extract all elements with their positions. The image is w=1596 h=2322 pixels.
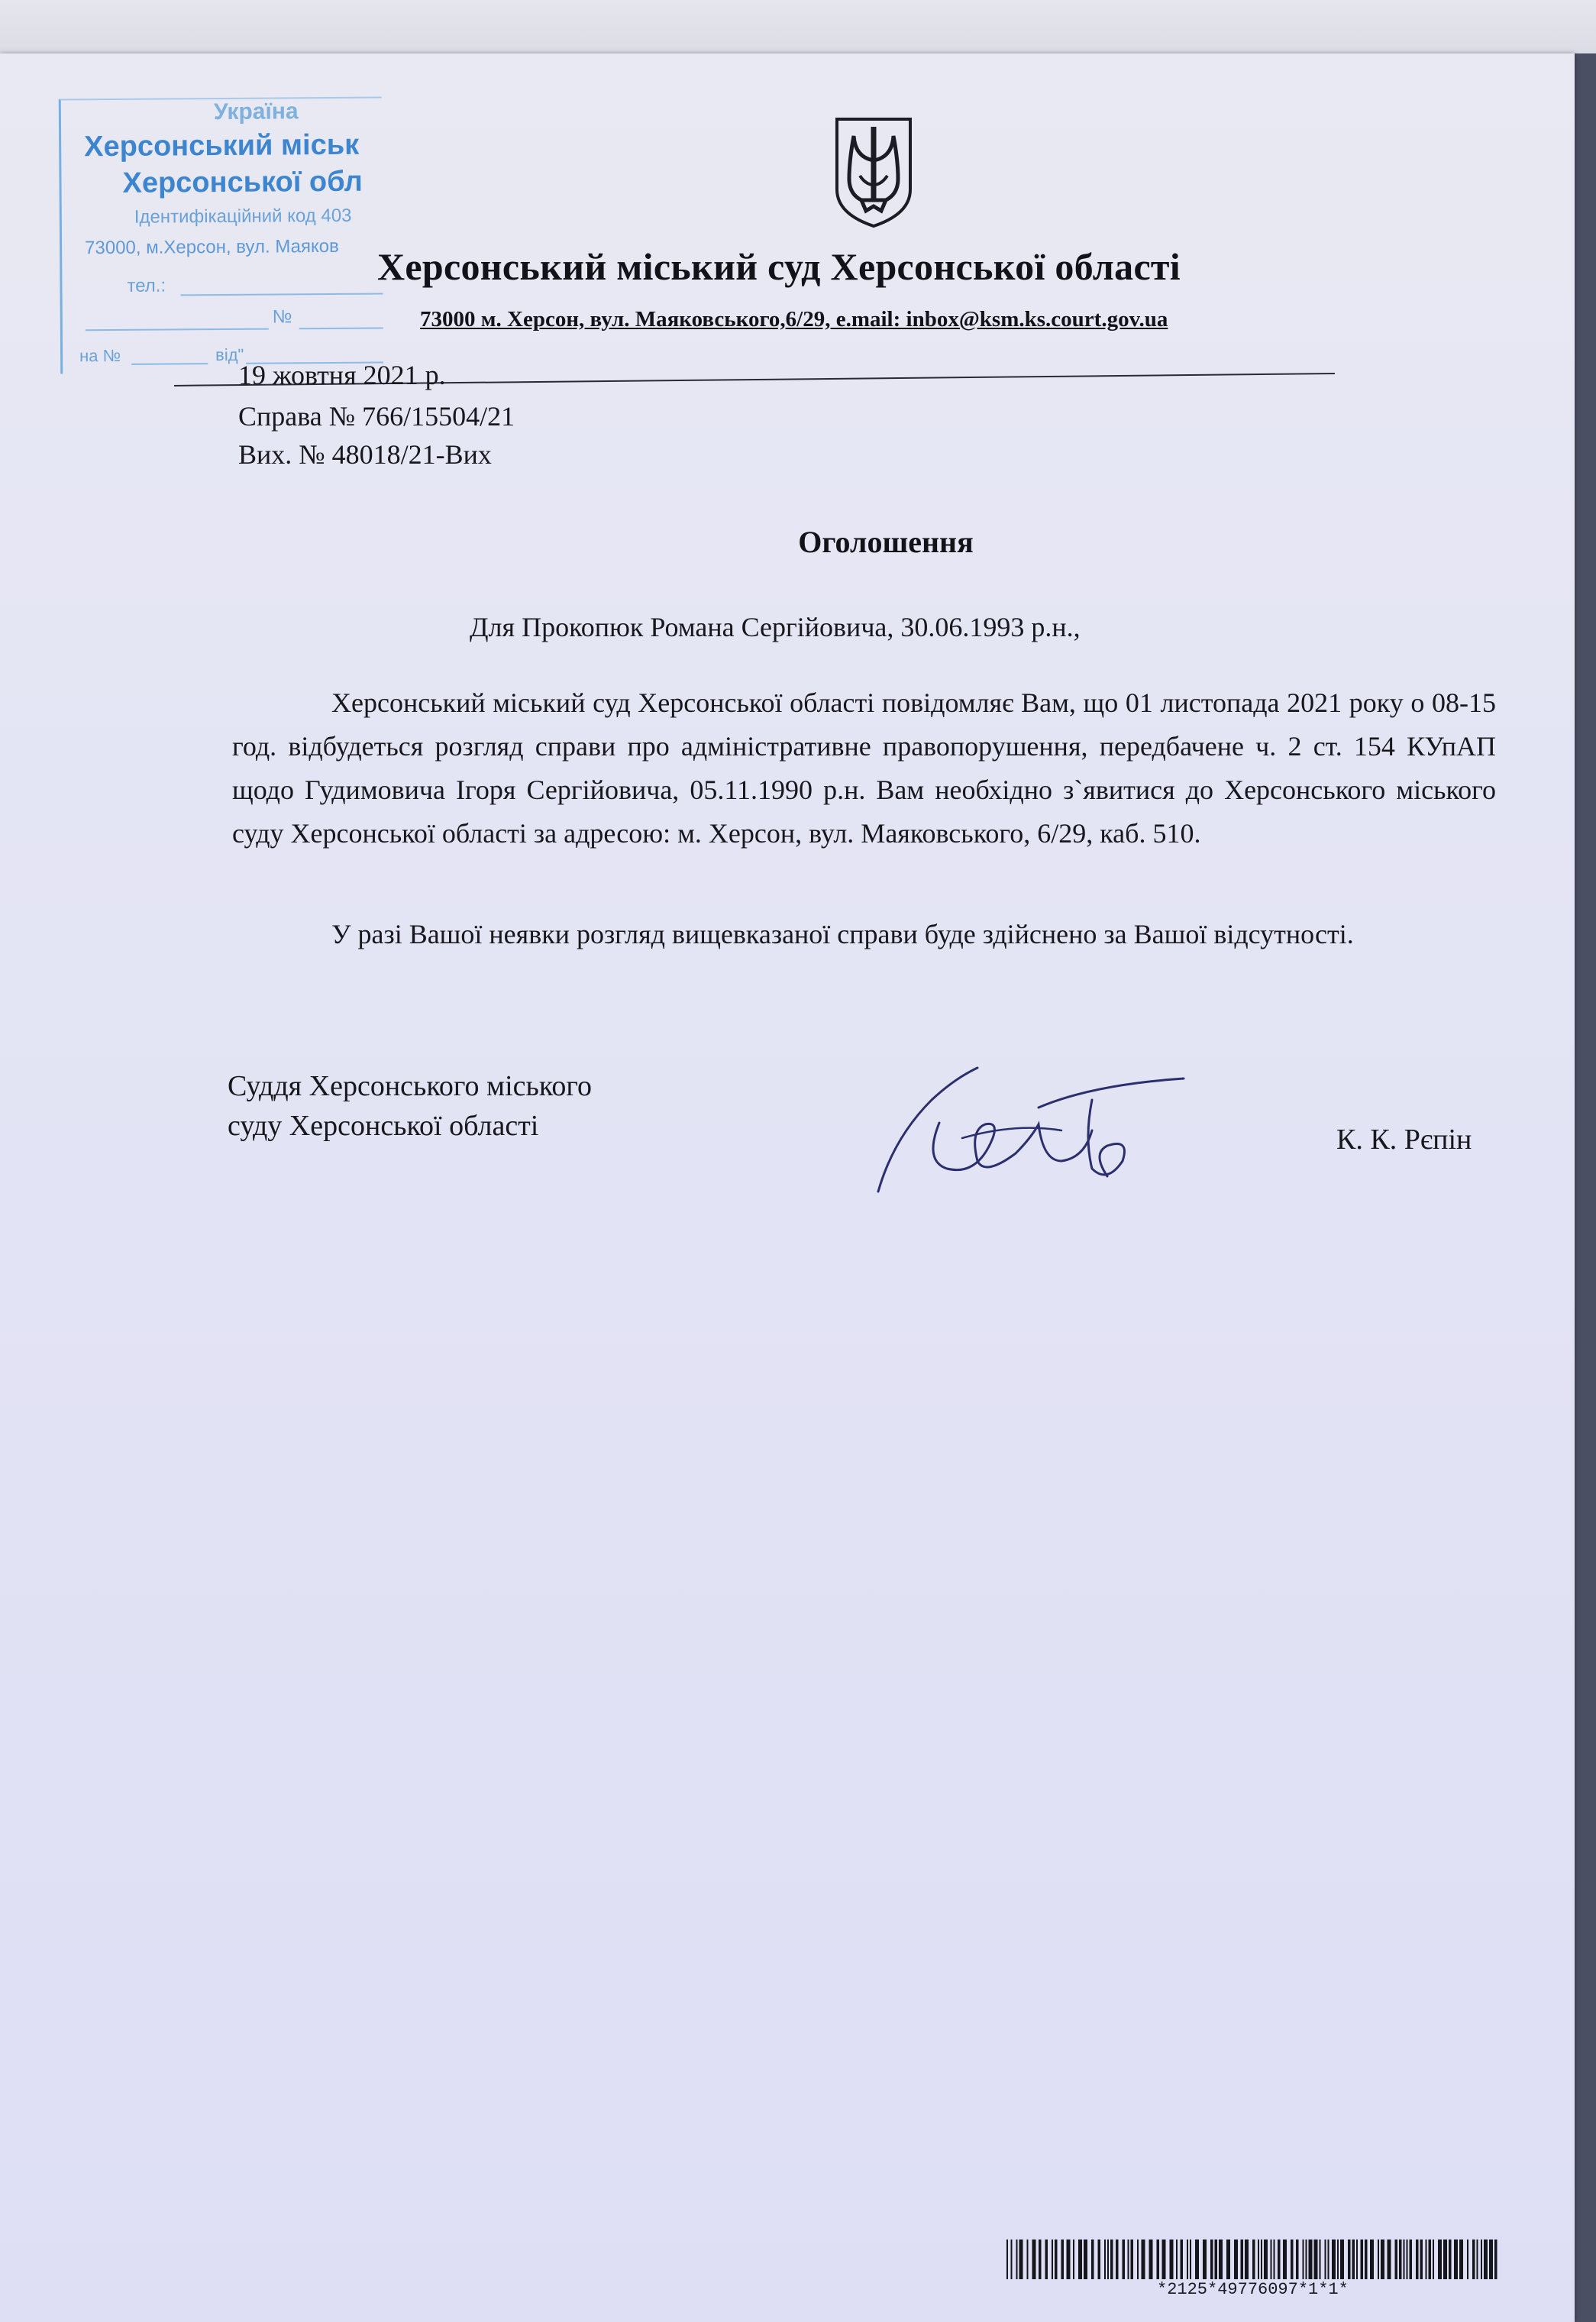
stamp-country: Україна	[213, 99, 299, 125]
stamp-number-label: №	[272, 306, 292, 328]
barcode-bar	[1067, 2240, 1071, 2279]
barcode-bar	[1264, 2240, 1268, 2279]
barcode-bar	[1039, 2240, 1042, 2279]
barcode-bar	[1215, 2240, 1218, 2279]
barcode-bar	[1055, 2240, 1058, 2279]
barcode-bar	[1032, 2240, 1036, 2279]
barcode-bar	[1438, 2240, 1442, 2279]
barcode-bar	[1416, 2240, 1419, 2279]
barcode-bar	[1395, 2240, 1398, 2279]
barcode-bar	[1162, 2240, 1166, 2279]
barcode-bar	[1332, 2240, 1336, 2279]
barcode-bar	[1027, 2240, 1029, 2279]
barcode-bar	[1407, 2240, 1408, 2279]
barcode-bar	[1477, 2240, 1478, 2279]
barcode-bar	[1378, 2240, 1379, 2279]
barcode-bar	[1098, 2240, 1101, 2279]
barcode-bar	[1433, 2240, 1434, 2279]
barcode-bar	[1388, 2240, 1391, 2279]
barcode-bar	[1325, 2240, 1326, 2279]
barcode-bar	[1381, 2240, 1384, 2279]
case-number: Справа № 766/15504/21	[238, 401, 515, 432]
barcode-bar	[1449, 2240, 1452, 2279]
barcode-bar	[1467, 2240, 1468, 2279]
stamp-number-line	[86, 328, 269, 331]
barcode-bar	[1006, 2240, 1008, 2279]
barcode-bar	[1404, 2240, 1405, 2279]
barcode-bar	[1320, 2240, 1321, 2279]
barcode-bar	[1443, 2240, 1447, 2279]
barcode-bar	[1123, 2240, 1126, 2279]
barcode-bar	[1176, 2240, 1178, 2279]
underlying-sheet-edge	[0, 0, 1596, 53]
barcode-bar	[1370, 2240, 1374, 2279]
court-title: Херсонський міський суд Херсонської області	[377, 245, 1181, 288]
barcode-bar	[1494, 2240, 1497, 2279]
barcode-bar	[1195, 2240, 1199, 2279]
barcode-bar	[1061, 2240, 1065, 2279]
barcode-bar	[1019, 2240, 1023, 2279]
barcode-bar	[1016, 2240, 1018, 2279]
stamp-court-name-line2: Херсонської обл	[122, 165, 363, 199]
handwritten-signature	[863, 1054, 1199, 1207]
barcode-bar	[1429, 2240, 1432, 2279]
barcode-bar	[1337, 2240, 1339, 2279]
barcode-bar	[1190, 2240, 1191, 2279]
stamp-ref-label: на №	[79, 345, 121, 366]
stamp-number-line-2	[299, 328, 383, 330]
barcode-bar	[1234, 2240, 1238, 2279]
barcode-bar	[1472, 2240, 1475, 2279]
barcode-bar	[1181, 2240, 1184, 2279]
barcode-bar	[1137, 2240, 1139, 2279]
notice-paragraph-2: У разі Вашої неявки розгляд вищевказаної справи буде здійснено за Вашої відсутності.	[331, 919, 1354, 949]
barcode-bar	[1142, 2240, 1145, 2279]
barcode-bar	[1131, 2240, 1134, 2279]
barcode-bar	[1252, 2240, 1255, 2279]
barcode-bar	[1084, 2240, 1087, 2279]
barcode-bar	[1241, 2240, 1244, 2279]
stamp-ref-line	[131, 363, 208, 365]
barcode-bar	[1110, 2240, 1113, 2279]
barcode-bar	[1278, 2240, 1281, 2279]
barcode-bar	[1484, 2240, 1488, 2279]
judge-name: К. К. Рєпін	[1336, 1124, 1472, 1156]
barcode-bar	[1348, 2240, 1351, 2279]
barcode-bar	[1245, 2240, 1249, 2279]
barcode-number: *2125*49776097*1*1*	[1157, 2280, 1349, 2299]
barcode-bar	[1303, 2240, 1304, 2279]
barcode-bar	[1128, 2240, 1129, 2279]
barcode-bar	[1226, 2240, 1230, 2279]
judge-position-line2: суду Херсонської області	[228, 1110, 539, 1142]
barcode-bar	[1219, 2240, 1223, 2279]
barcode-bar	[1187, 2240, 1188, 2279]
barcode-bar	[1420, 2240, 1423, 2279]
notice-paragraph-1: Херсонський міський суд Херсонської області повідомляє Вам, що 01 листопада 2021 року о 08-15 год. відбудеться розгляд справи про адміністративне правопорушення, передбачене ч. 2 ст. 154 КУпАП щодо Гудимовича Ігоря Сергійовича, 05.11.1990 р.н. Вам необхідно з`явитися до Херсонського міського суду Херсонської області за адресою: м. Херсон, вул. Маяковського, 6/29, каб. 510.	[232, 687, 1496, 849]
barcode-bar	[1149, 2240, 1153, 2279]
barcode-bar	[1091, 2240, 1094, 2279]
stamp-address: 73000, м.Херсон, вул. Маяков	[85, 235, 339, 259]
barcode-bar	[1116, 2240, 1119, 2279]
barcode-bar	[1426, 2240, 1427, 2279]
outgoing-number: Вих. № 48018/21-Вих	[238, 439, 492, 470]
barcode-bar	[1489, 2240, 1493, 2279]
barcode-bar	[1356, 2240, 1358, 2279]
barcode-bar	[1399, 2240, 1402, 2279]
barcode-bar	[1078, 2240, 1082, 2279]
barcode-bar	[1296, 2240, 1299, 2279]
barcode-bar	[1309, 2240, 1313, 2279]
barcode-bar	[1045, 2240, 1048, 2279]
court-address: 73000 м. Херсон, вул. Маяковського,6/29, e.mail: inbox@ksm.ks.court.gov.ua	[420, 307, 1168, 331]
barcode-bar	[1107, 2240, 1109, 2279]
barcode-bar	[1361, 2240, 1364, 2279]
barcode-bar	[1011, 2240, 1013, 2279]
stamp-tel-label: тел.:	[127, 275, 166, 296]
barcode-bar	[1410, 2240, 1413, 2279]
barcode-bar	[1271, 2240, 1272, 2279]
barcode-bar	[1352, 2240, 1355, 2279]
barcode-bar	[1314, 2240, 1318, 2279]
barcode-bar	[1328, 2240, 1329, 2279]
barcode	[1006, 2240, 1501, 2279]
barcode-bar	[1454, 2240, 1458, 2279]
barcode-bar	[1291, 2240, 1294, 2279]
barcode-bar	[1261, 2240, 1262, 2279]
notice-heading: Оголошення	[798, 525, 974, 559]
barcode-bar	[1283, 2240, 1287, 2279]
notice-recipient: Для Прокопюк Романа Сергійовича, 30.06.1993 р.н.,	[470, 612, 1081, 642]
barcode-bar	[1365, 2240, 1368, 2279]
barcode-bar	[1258, 2240, 1259, 2279]
barcode-bar	[1306, 2240, 1307, 2279]
stamp-court-name-line1: Херсонський міськ	[84, 128, 360, 163]
barcode-bar	[1170, 2240, 1174, 2279]
stamp-id-code: Ідентифікаційний код 403	[134, 205, 352, 228]
coat-of-arms-icon	[832, 115, 915, 229]
barcode-bar	[1104, 2240, 1106, 2279]
document-page	[0, 53, 1575, 2322]
registration-stamp	[59, 97, 384, 374]
barcode-bar	[1274, 2240, 1275, 2279]
barcode-bar	[1157, 2240, 1160, 2279]
barcode-bar	[1210, 2240, 1213, 2279]
document-date: 19 жовтня 2021 р.	[238, 360, 446, 390]
barcode-bar	[1073, 2240, 1074, 2279]
barcode-bar	[1459, 2240, 1463, 2279]
barcode-bar	[1052, 2240, 1053, 2279]
stamp-from-label: від"	[215, 344, 244, 365]
barcode-bar	[1481, 2240, 1482, 2279]
barcode-bar	[1203, 2240, 1207, 2279]
judge-position	[228, 1066, 592, 1146]
barcode-bar	[1340, 2240, 1344, 2279]
judge-position-line1: Суддя Херсонського міського	[228, 1070, 593, 1102]
stamp-tel-line	[181, 293, 383, 296]
